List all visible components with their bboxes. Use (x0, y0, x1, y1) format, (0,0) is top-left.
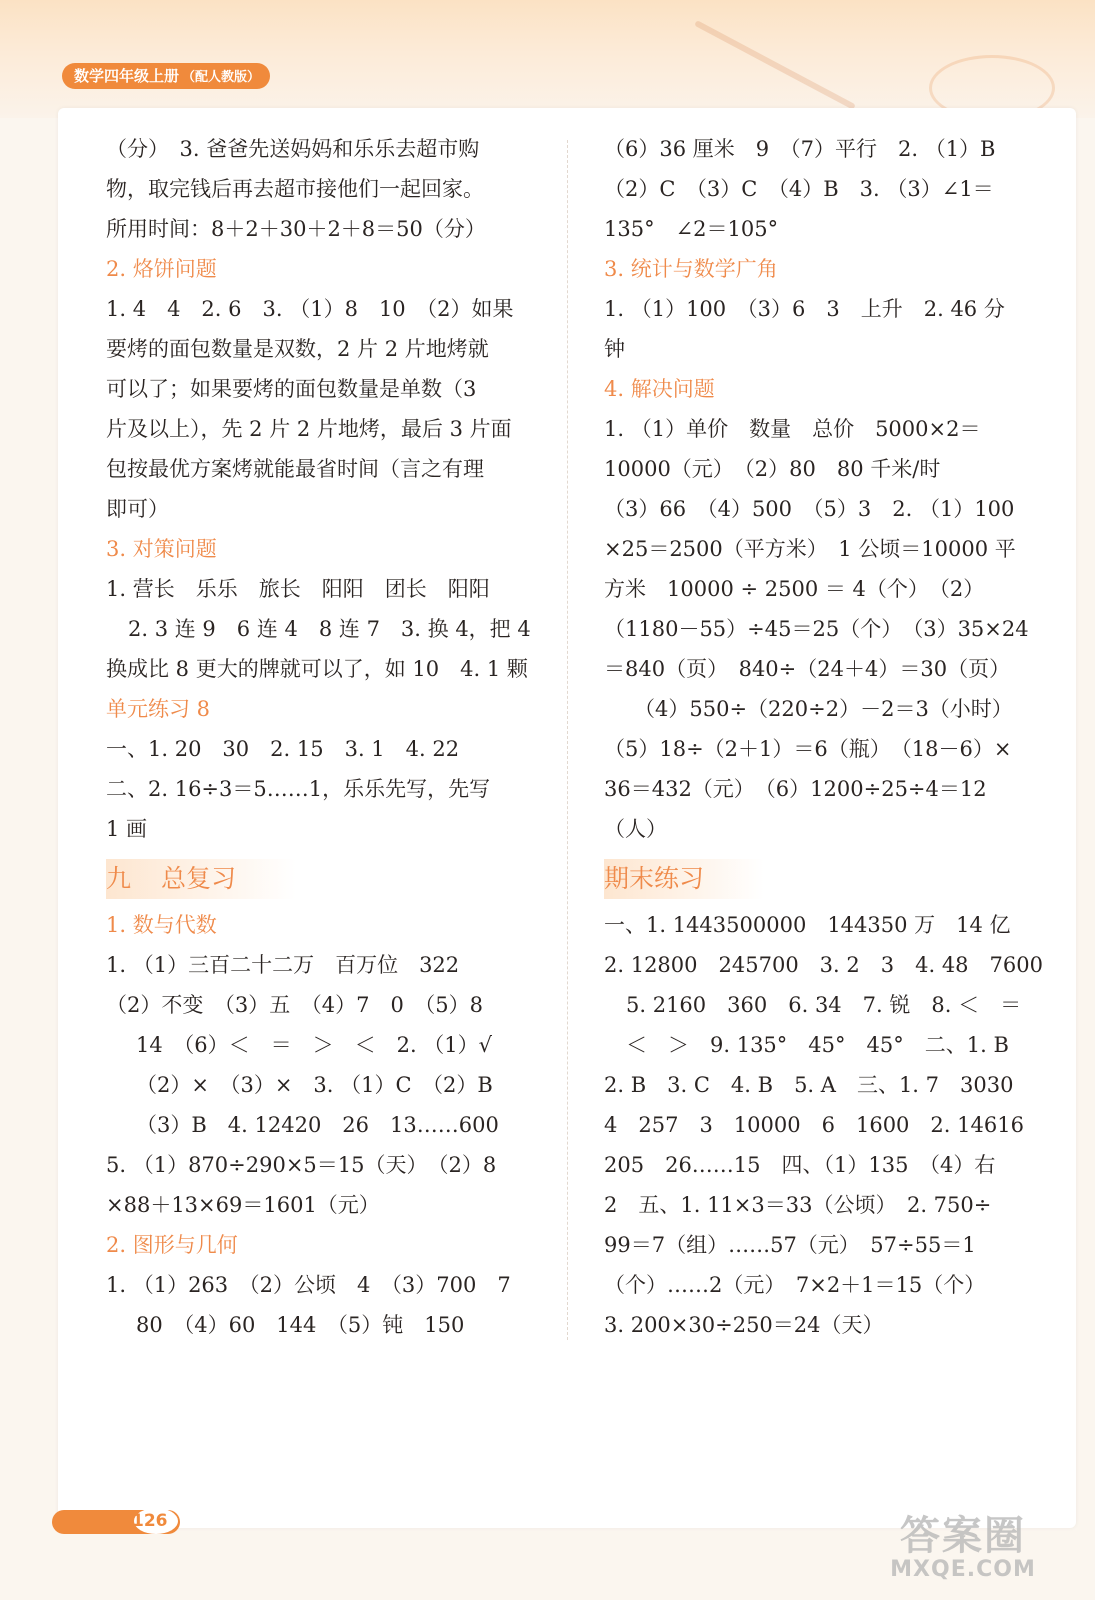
answer-line: （4）550÷（220÷2）－2＝3（小时） (634, 697, 1013, 721)
answer-line: 所用时间：8＋2＋30＋2＋8＝50（分） (106, 217, 486, 241)
book-title: 数学四年级上册 (74, 67, 180, 85)
answer-line: 1. （1）100 （3）6 3 上升 2. 46 分 (604, 297, 1005, 321)
answer-line: ×88＋13×69＝1601（元） (106, 1193, 380, 1217)
unit-title-text: 期末练习 (604, 864, 705, 893)
section-heading: 2. 图形与几何 (106, 1233, 238, 1257)
answer-line: 1. 4 4 2. 6 3. （1）8 10 （2）如果 (106, 297, 514, 321)
answer-line: ×25＝2500（平方米） 1 公顷＝10000 平 (604, 537, 1016, 561)
header-band (0, 0, 1095, 118)
section-heading: 3. 统计与数学广角 (604, 257, 778, 281)
answer-line: 99＝7（组）……57（元） 57÷55＝1 (604, 1233, 976, 1257)
section-heading: 单元练习 8 (106, 697, 211, 721)
answer-line: 1. （1）单价 数量 总价 5000×2＝ (604, 417, 981, 441)
answer-line: （2）C （3）C （4）B 3. （3）∠1＝ (604, 177, 994, 201)
answer-line: （个）……2（元） 7×2＋1＝15（个） (604, 1273, 986, 1297)
answer-line: 一、1. 20 30 2. 15 3. 1 4. 22 (106, 737, 460, 761)
answer-line: （2）不变 （3）五 （4）7 0 （5）8 (106, 993, 484, 1017)
answer-line: 2. 12800 245700 3. 2 3 4. 48 7600 (604, 953, 1043, 977)
answer-line: 二、2. 16÷3＝5……1，乐乐先写，先写 (106, 777, 491, 801)
answer-line: 205 26……15 四、（1）135 （4）右 (604, 1153, 996, 1177)
section-heading: 4. 解决问题 (604, 377, 715, 401)
answer-line: （6）36 厘米 9 （7）平行 2. （1）B (604, 137, 996, 161)
answer-line: 即可） (106, 497, 169, 521)
answer-line: 要烤的面包数量是双数，2 片 2 片地烤就 (106, 337, 489, 361)
answer-line: （2）× （3）× 3. （1）C （2）B (136, 1073, 493, 1097)
unit-title (106, 859, 296, 899)
answer-line: 2 五、1. 11×3＝33（公顷） 2. 750÷ (604, 1193, 992, 1217)
page-number: 126 (132, 1511, 168, 1531)
book-edition: （配人教版） (182, 70, 261, 85)
answer-line: 14 （6）＜ ＝ ＞ ＜ 2. （1）√ (136, 1033, 493, 1057)
unit-title (604, 859, 764, 899)
answer-line: （3）66 （4）500 （5）3 2. （1）100 (604, 497, 1015, 521)
answer-line: 2. 3 连 9 6 连 4 8 连 7 3. 换 4，把 4 (128, 617, 531, 641)
answer-line: 片及以上），先 2 片 2 片地烤，最后 3 片面 (106, 417, 512, 441)
unit-title-text: 总复习 (161, 864, 237, 893)
section-heading: 3. 对策问题 (106, 537, 217, 561)
answer-line: （3）B 4. 12420 26 13……600 (136, 1113, 499, 1137)
answer-line: 2. B 3. C 4. B 5. A 三、1. 7 3030 (604, 1073, 1014, 1097)
answer-line: （分） 3. 爸爸先送妈妈和乐乐去超市购 (106, 137, 480, 161)
answer-line: 1. 营长 乐乐 旅长 阳阳 团长 阳阳 (106, 577, 490, 601)
answer-line: 4 257 3 10000 6 1600 2. 14616 (604, 1113, 1024, 1137)
answer-line: 1. （1）263 （2）公顷 4 （3）700 7 (106, 1273, 511, 1297)
answer-line: 钟 (604, 337, 625, 361)
unit-number: 九 (106, 864, 132, 893)
answer-line: （人） (604, 817, 667, 841)
answer-line: 换成比 8 更大的牌就可以了，如 10 4. 1 颗 (106, 657, 528, 681)
answer-line: 方米 10000 ÷ 2500 ＝ 4（个） （2） (604, 577, 985, 601)
answer-line: （1180－55）÷45＝25（个） （3）35×24 (604, 617, 1029, 641)
section-heading: 2. 烙饼问题 (106, 257, 217, 281)
answer-line: 1 画 (106, 817, 148, 841)
pencil-decoration (694, 20, 856, 110)
answer-line: 80 （4）60 144 （5）钝 150 (136, 1313, 465, 1337)
answer-line: 5. 2160 360 6. 34 7. 锐 8. ＜ ＝ (626, 993, 1022, 1017)
answer-line: ＜ ＞ 9. 135° 45° 45° 二、1. B (626, 1033, 1009, 1057)
column-divider (567, 140, 569, 1340)
right-column (604, 129, 1043, 1345)
answer-line: 可以了；如果要烤的面包数量是单数（3 (106, 377, 477, 401)
watermark-site: MXQE.COM (890, 1557, 1036, 1582)
answer-line: 3. 200×30÷250＝24（天） (604, 1313, 884, 1337)
answer-line: 10000（元） （2）80 80 千米/时 (604, 457, 941, 481)
answer-line: ＝840（页） 840÷（24＋4）＝30（页） (604, 657, 1011, 681)
answer-line: 一、1. 1443500000 144350 万 14 亿 (604, 913, 1011, 937)
answer-line: 1. （1）三百二十二万 百万位 322 (106, 953, 460, 977)
answer-line: 36＝432（元） （6）1200÷25÷4＝12 (604, 777, 987, 801)
book-title-badge (62, 63, 270, 89)
section-heading: 1. 数与代数 (106, 913, 217, 937)
watermark-logo: 答案圈 (900, 1513, 1026, 1559)
answer-line: 物，取完钱后再去超市接他们一起回家。 (106, 177, 484, 201)
answer-line: 135° ∠2＝105° (604, 217, 779, 241)
left-column (106, 129, 538, 1345)
watermark (853, 1514, 1073, 1584)
answer-line: （5）18÷（2＋1）＝6（瓶） （18－6）× (604, 737, 1012, 761)
answer-line: 包按最优方案烤就能最省时间（言之有理 (106, 457, 484, 481)
answer-line: 5. （1）870÷290×5＝15（天） （2）8 (106, 1153, 497, 1177)
